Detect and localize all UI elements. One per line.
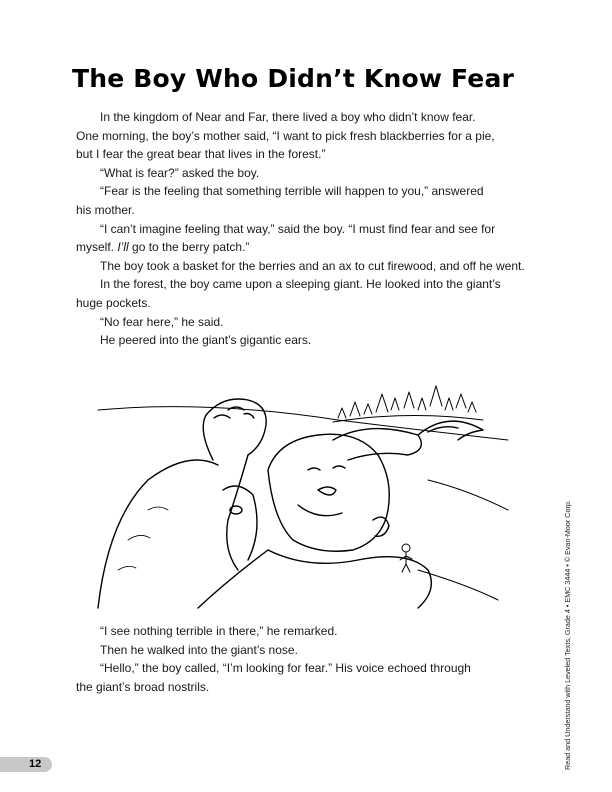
text-line: One morning, the boy’s mother said, “I want to pick fresh blackberries for a pie, (76, 128, 495, 143)
text-line: In the kingdom of Near and Far, there lived a boy who didn’t know fear. (100, 110, 476, 124)
text-line: “No fear here,” he said. (100, 314, 224, 329)
giant-illustration (88, 370, 518, 610)
text-line: “Fear is the feeling that something terrible will happen to you,” answered (100, 184, 484, 199)
text-line: but I fear the great bear that lives in the forest.” (76, 147, 326, 162)
text-line: “I see nothing terrible in there,” he remarked. (100, 624, 338, 638)
text-line: huge pockets. (76, 295, 151, 310)
text-line: “Hello,” the boy called, “I’m looking for fear.” His voice echoed through (100, 661, 471, 676)
emphasis-text: I’ll (117, 240, 129, 255)
forest-trees (333, 386, 483, 422)
page-number-tab (0, 757, 52, 772)
text-line: Then he walked into the giant’s nose. (100, 642, 298, 657)
text-line: He peered into the giant’s gigantic ears. (100, 333, 312, 348)
text-fragment: go to the berry patch.” (128, 240, 250, 255)
text-line: In the forest, the boy came upon a sleeping giant. He looked into the giant’s (100, 277, 501, 292)
text-line: the giant’s broad nostrils. (76, 679, 210, 694)
text-line: The boy took a basket for the berries and an ax to cut firewood, and off he went. (100, 258, 525, 273)
text-line (76, 238, 516, 257)
story-title: The Boy Who Didn’t Know Fear (71, 64, 515, 93)
story-text-top (76, 108, 525, 350)
text-fragment: myself. (76, 240, 118, 255)
text-line: “I can’t imagine feeling that way,” said the boy. “I must find fear and see for (100, 221, 496, 236)
copyright-credit: Read and Understand with Leveled Texts, Grade 4 • EMC 3444 • © Evan-Moor Corp. (563, 500, 572, 770)
text-line: his mother. (76, 202, 135, 217)
page-number: 12 (29, 758, 42, 770)
story-text-bottom (76, 622, 516, 696)
text-line: “What is fear?” asked the boy. (100, 165, 260, 180)
